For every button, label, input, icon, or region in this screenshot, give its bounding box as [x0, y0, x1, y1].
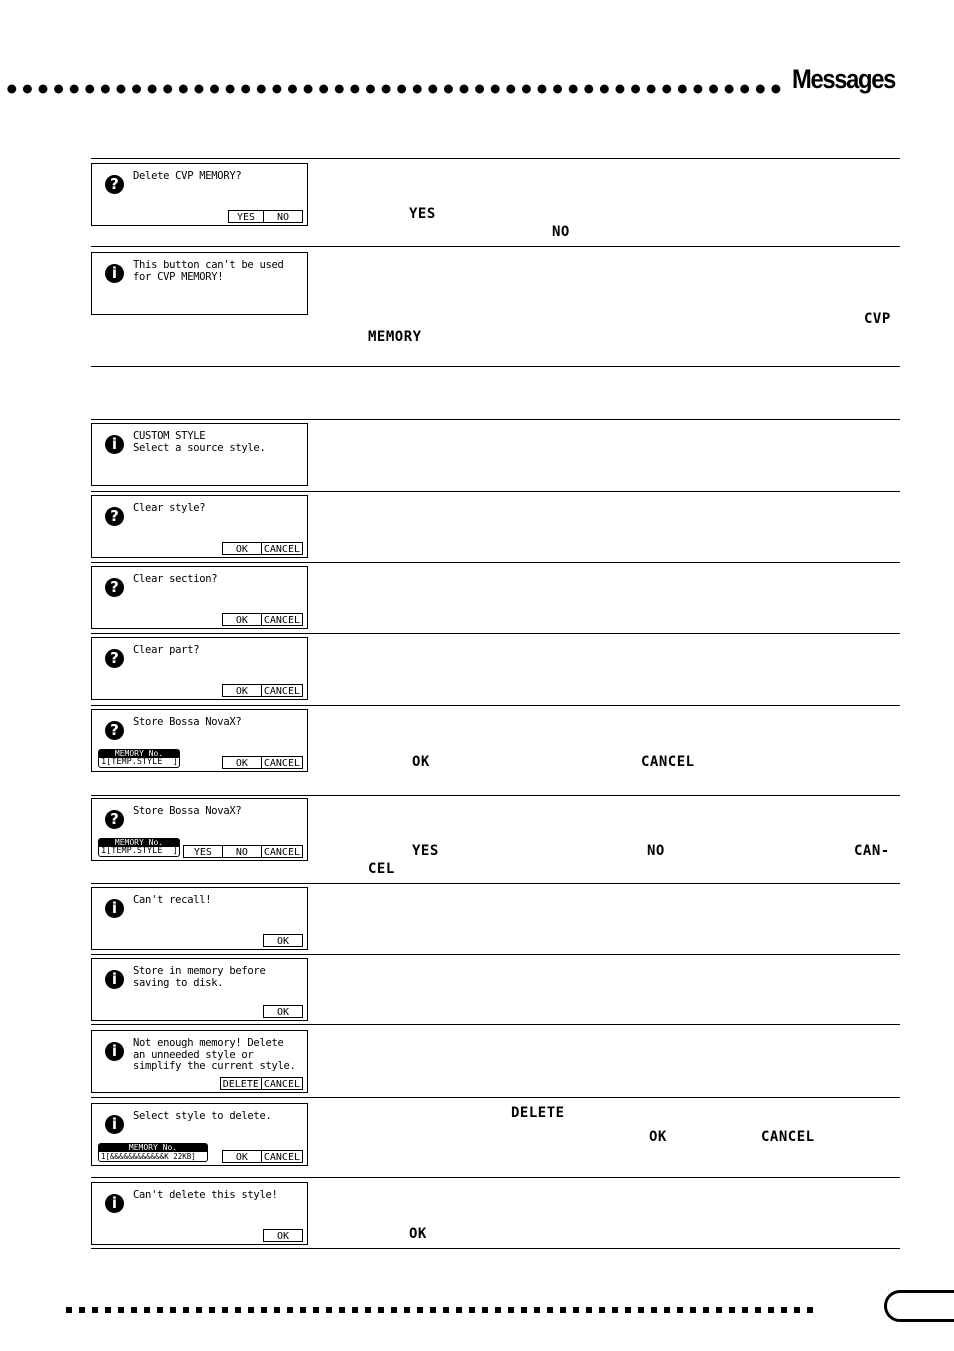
keyword: NO [552, 224, 570, 240]
info-icon: i [105, 264, 124, 283]
page-title: Messages [792, 64, 896, 94]
divider [91, 795, 900, 796]
message-box [91, 1030, 308, 1093]
header-dot-leader [4, 83, 786, 95]
memory-label: MEMORY No. [99, 1144, 207, 1152]
divider [91, 1024, 900, 1025]
memory-label: MEMORY No. [99, 839, 179, 847]
keyword: CANCEL [761, 1129, 815, 1145]
cancel-button[interactable]: CANCEL [261, 756, 303, 769]
divider [91, 1097, 900, 1098]
question-icon: ? [105, 810, 124, 829]
yes-button[interactable]: YES [183, 845, 223, 858]
message-text: CUSTOM STYLE Select a source style. [133, 430, 266, 454]
keyword: CAN- [854, 843, 890, 859]
divider [91, 246, 900, 247]
keyword: OK [412, 754, 430, 770]
message-text: Store Bossa NovaX? [133, 805, 242, 817]
message-text: Can't delete this style! [133, 1189, 278, 1201]
no-button[interactable]: NO [263, 210, 303, 223]
memory-value: 1[&&&&&&&&&&&&K 22KB] [101, 1152, 196, 1161]
message-text: This button can't be used for CVP MEMORY! [133, 259, 284, 283]
cancel-button[interactable]: CANCEL [261, 1150, 303, 1163]
keyword: OK [409, 1226, 427, 1242]
memory-number-selector[interactable] [98, 838, 180, 857]
message-text: Can't recall! [133, 894, 212, 906]
message-text: Clear part? [133, 644, 200, 656]
cancel-button[interactable]: CANCEL [261, 613, 303, 626]
ok-button[interactable]: OK [263, 1005, 303, 1018]
keyword: CANCEL [641, 754, 695, 770]
cancel-button[interactable]: CANCEL [261, 845, 303, 858]
ok-button[interactable]: OK [222, 1150, 262, 1163]
keyword: YES [412, 843, 439, 859]
footer-dash-leader [66, 1306, 820, 1314]
message-text: Store in memory before saving to disk. [133, 965, 266, 989]
message-text: Select style to delete. [133, 1110, 272, 1122]
message-box [91, 423, 308, 486]
message-box [91, 163, 308, 226]
memory-value: 1[TEMP.STYLE ] [101, 846, 178, 856]
message-box [91, 1182, 308, 1245]
cancel-button[interactable]: CANCEL [261, 542, 303, 555]
memory-number-selector[interactable] [98, 749, 180, 768]
divider [91, 1248, 900, 1249]
memory-label: MEMORY No. [99, 750, 179, 758]
message-box [91, 495, 308, 558]
page-tab [884, 1290, 954, 1322]
message-text: Clear section? [133, 573, 218, 585]
keyword: DELETE [511, 1105, 565, 1121]
ok-button[interactable]: OK [263, 1229, 303, 1242]
ok-button[interactable]: OK [222, 542, 262, 555]
keyword: MEMORY [368, 329, 422, 345]
message-box [91, 958, 308, 1021]
info-icon: i [105, 1042, 124, 1061]
divider [91, 1177, 900, 1178]
delete-button[interactable]: DELETE [220, 1077, 262, 1090]
ok-button[interactable]: OK [263, 934, 303, 947]
divider [91, 366, 900, 367]
message-box [91, 566, 308, 629]
keyword: OK [649, 1129, 667, 1145]
divider [91, 883, 900, 884]
question-icon: ? [105, 649, 124, 668]
message-text: Store Bossa NovaX? [133, 716, 242, 728]
info-icon: i [105, 899, 124, 918]
keyword: CVP [864, 311, 891, 327]
question-icon: ? [105, 578, 124, 597]
ok-button[interactable]: OK [222, 613, 262, 626]
divider [91, 491, 900, 492]
message-box [91, 887, 308, 950]
message-box [91, 252, 308, 315]
divider [91, 954, 900, 955]
message-box [91, 637, 308, 700]
keyword: NO [647, 843, 665, 859]
memory-number-selector[interactable] [98, 1143, 208, 1162]
cancel-button[interactable]: CANCEL [261, 684, 303, 697]
message-text: Clear style? [133, 502, 206, 514]
yes-button[interactable]: YES [228, 210, 264, 223]
message-box [91, 1103, 308, 1166]
divider [91, 419, 900, 420]
question-icon: ? [105, 507, 124, 526]
ok-button[interactable]: OK [222, 684, 262, 697]
info-icon: i [105, 970, 124, 989]
divider [91, 158, 900, 159]
ok-button[interactable]: OK [222, 756, 262, 769]
info-icon: i [105, 1115, 124, 1134]
info-icon: i [105, 435, 124, 454]
keyword: YES [409, 206, 436, 222]
no-button[interactable]: NO [222, 845, 262, 858]
question-icon: ? [105, 175, 124, 194]
keyword: CEL [368, 861, 395, 877]
question-icon: ? [105, 721, 124, 740]
info-icon: i [105, 1194, 124, 1213]
message-box [91, 709, 308, 772]
cancel-button[interactable]: CANCEL [261, 1077, 303, 1090]
message-box [91, 798, 308, 861]
message-text: Delete CVP MEMORY? [133, 170, 242, 182]
message-text: Not enough memory! Delete an unneeded style or simplify the current style. [133, 1037, 296, 1072]
divider [91, 705, 900, 706]
divider [91, 633, 900, 634]
divider [91, 562, 900, 563]
memory-value: 1[TEMP.STYLE ] [101, 757, 178, 767]
